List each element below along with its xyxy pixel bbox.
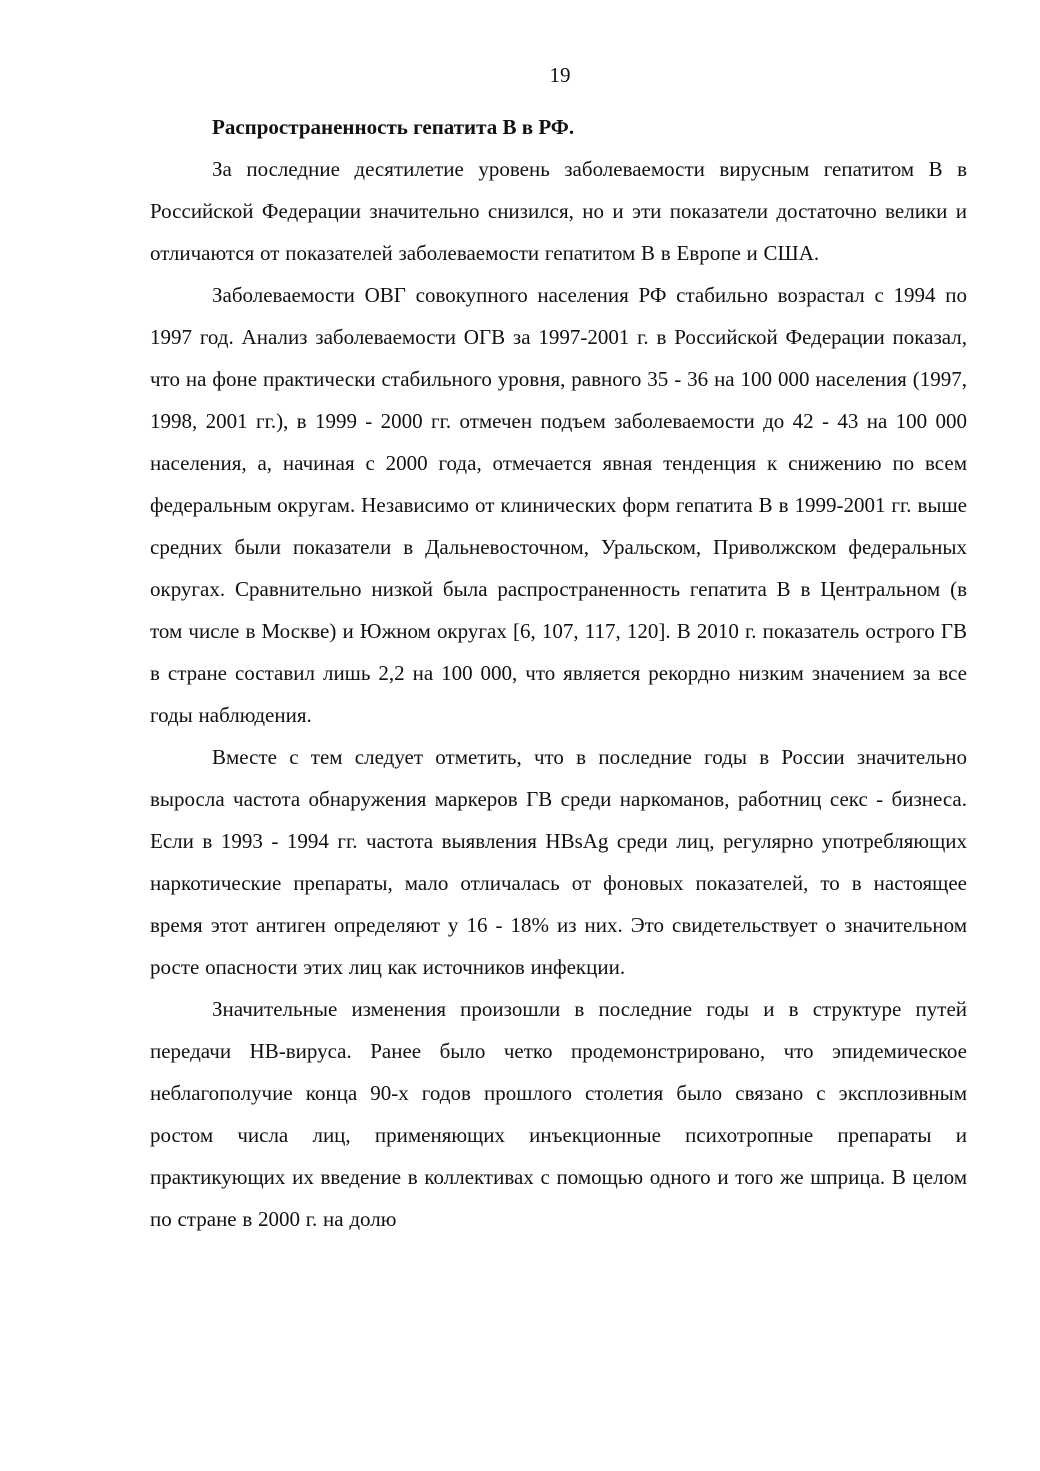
paragraph-risk-groups: Вместе с тем следует отметить, что в последние годы в России значительно выросла частота обнаружения маркеров ГВ среди наркоманов, работниц секс - бизнеса. Если в 1993 - 1994 гг. частота выявления HBsAg среди лиц, регулярно употребляющих наркотические препараты, мало отличалась от фоновых показателей, то в настоящее время этот антиген определяют у 16 - 18% из них. Это свидетельствует о значительном росте опасности этих лиц как источников инфекции.: [150, 745, 967, 979]
page-number: 19: [549, 63, 571, 87]
paragraph-transmission: Значительные изменения произошли в последние годы и в структуре путей передачи HB-вируса. Ранее было четко продемонстрировано, что эпидемическое неблагополучие конца 90-х годов прошлого столетия было связано с эксплозивным ростом числа лиц, применяющих инъекционные психотропные препараты и практикующих их введение в коллективах с помощью одного и того же шприца. В целом по стране в 2000 г. на долю: [150, 997, 967, 1231]
paragraph-intro: За последние десятилетие уровень заболеваемости вирусным гепатитом В в Российской Федерации значительно снизился, но и эти показатели достаточно велики и отличаются от показателей заболеваемости гепатитом В в Европе и США.: [150, 157, 967, 265]
paragraph-incidence: Заболеваемости ОВГ совокупного населения РФ стабильно возрастал с 1994 по 1997 год. Анализ заболеваемости ОГВ за 1997-2001 г. в Российской Федерации показал, что на фоне практически стабильного уровня, равного 35 - 36 на 100 000 населения (1997, 1998, 2001 гг.), в 1999 - 2000 гг. отмечен подъем заболеваемости до 42 - 43 на 100 000 населения, а, начиная с 2000 года, отмечается явная тенденция к снижению по всем федеральным округам. Независимо от клинических форм гепатита В в 1999-2001 гг. выше средних были показатели в Дальневосточном, Уральском, Приволжском федеральных округах. Сравнительно низкой была распространенность гепатита В в Центральном (в том числе в Москве) и Южном округах [6, 107, 117, 120]. В 2010 г. показатель острого ГВ в стране составил лишь 2,2 на 100 000, что является рекордно низким значением за все годы наблюдения.: [150, 283, 967, 727]
section-heading: Распространенность гепатита В в РФ.: [212, 115, 575, 139]
page-body: [150, 106, 967, 1240]
